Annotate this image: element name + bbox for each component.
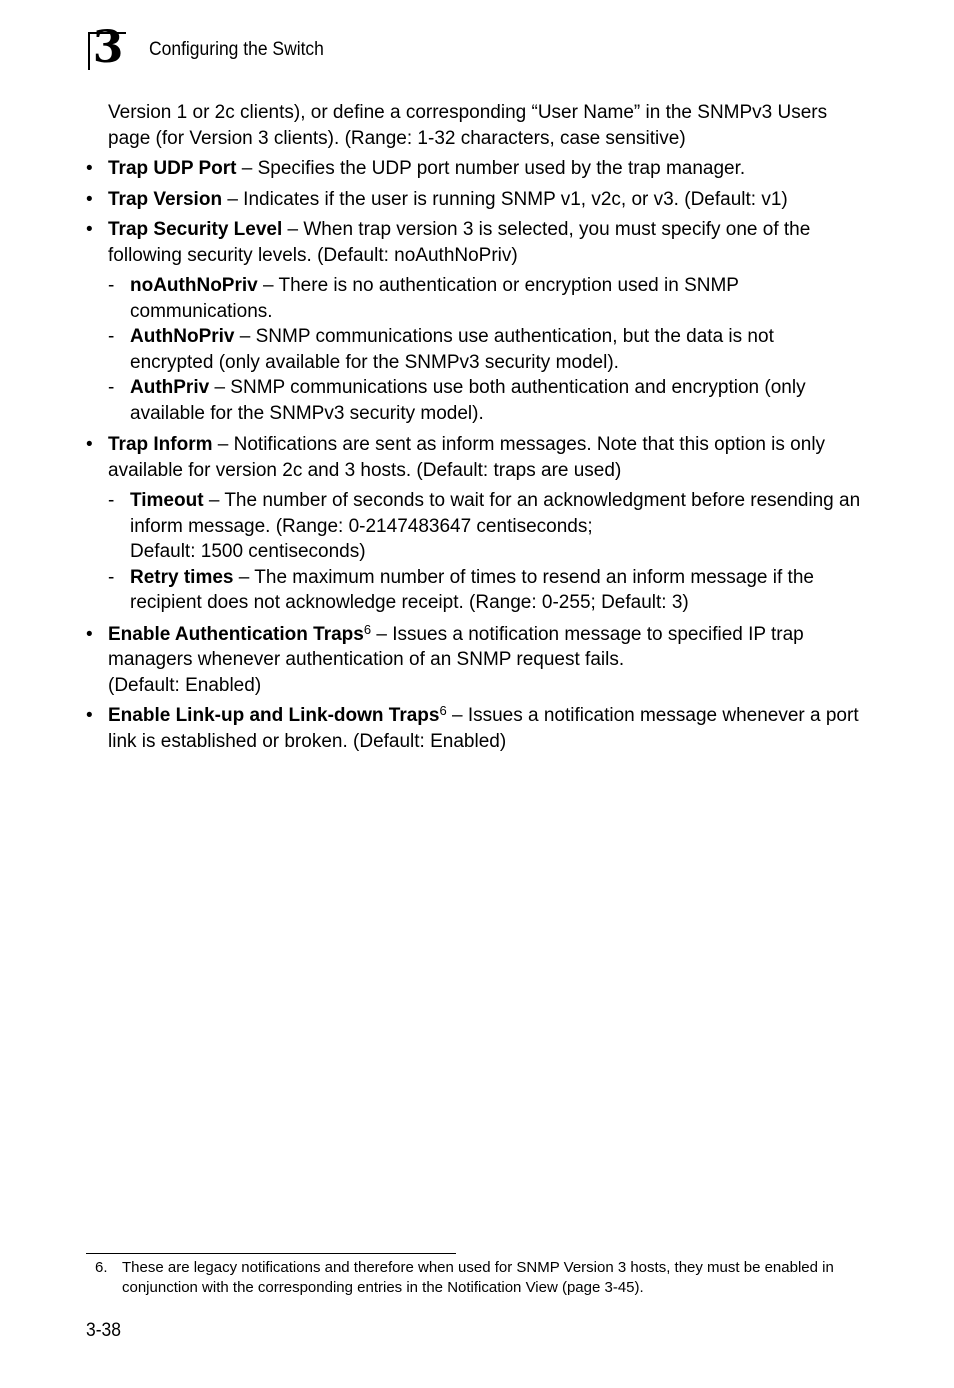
- term: noAuthNoPriv: [130, 275, 258, 296]
- footnote-divider: [86, 1253, 456, 1254]
- dash-marker: -: [108, 377, 115, 398]
- dash-marker: -: [108, 566, 115, 588]
- description: – Specifies the UDP port number used by the trap manager.: [236, 158, 746, 179]
- term: Enable Authentication Traps: [108, 623, 364, 645]
- bullet-marker: •: [86, 434, 93, 455]
- bullet-marker: •: [86, 219, 93, 240]
- description: – Notifications are sent as inform messages. Note that this option is only available for version 2c and 3 hosts. (Default: traps are used): [108, 434, 826, 481]
- description: – SNMP communications use authentication, but the data is not encrypted (only available for the SNMPv3 security model).: [130, 326, 774, 373]
- dash-marker: -: [108, 326, 115, 347]
- term: AuthNoPriv: [130, 326, 235, 347]
- footnote: [95, 1258, 855, 1297]
- sub-item-authnopriv: [108, 324, 861, 375]
- continuation-paragraph: Version 1 or 2c clients), or define a corresponding “User Name” in the SNMPv3 Users page (for Version 3 clients). (Range: 1-32 characters, case sensitive): [108, 102, 828, 149]
- bullet-marker: •: [86, 158, 93, 179]
- description: – Issues a notification message to specified IP trap managers whenever authentication of an SNMP request fails.: [108, 623, 804, 670]
- sub-item-noauthnopriv: [108, 273, 861, 324]
- bullet-trap-version: [86, 187, 861, 213]
- bullet-trap-udp-port: [86, 156, 861, 182]
- description: – Issues a notification message whenever a port link is established or broken. (Default: Enabled): [108, 705, 859, 752]
- bullet-marker: •: [86, 188, 93, 210]
- footnote-number: 6.: [95, 1259, 108, 1276]
- description: – SNMP communications use both authentication and encryption (only available for the SNMPv3 security model).: [130, 377, 806, 424]
- bullet-enable-authentication-traps: [86, 622, 861, 699]
- term: Trap UDP Port: [108, 158, 237, 179]
- term: AuthPriv: [130, 377, 210, 398]
- description: – When trap version 3 is selected, you must specify one of the following security levels. (Default: noAuthNoPriv): [108, 219, 811, 266]
- bullet-trap-inform: [86, 432, 861, 616]
- description: – The maximum number of times to resend an inform message if the recipient does not acknowledge receipt. (Range: 0-255; Default: 3): [130, 566, 814, 613]
- page-number: 3-38: [86, 1320, 121, 1341]
- description-continued: (Default: Enabled): [108, 674, 262, 696]
- bullet-marker: •: [86, 623, 93, 645]
- dash-marker: -: [108, 275, 115, 296]
- footnote-text: These are legacy notifications and therefore when used for SNMP Version 3 hosts, they must be enabled in conjunction with the corresponding entries in the Notification View (page 3-45).: [122, 1259, 834, 1296]
- description: – There is no authentication or encryption used in SNMP communications.: [130, 275, 739, 322]
- bullet-marker: •: [86, 705, 93, 726]
- dash-marker: -: [108, 490, 115, 511]
- page-body: [86, 100, 861, 759]
- term: Trap Security Level: [108, 219, 283, 240]
- description-continued: Default: 1500 centiseconds): [130, 541, 366, 562]
- running-header-title: Configuring the Switch: [149, 39, 324, 60]
- bullet-trap-security-level: [86, 217, 861, 426]
- footnote-ref: 6: [439, 703, 447, 718]
- sub-item-authpriv: [108, 375, 861, 426]
- bullet-enable-link-traps: [86, 703, 861, 754]
- chapter-number: 3: [92, 22, 124, 73]
- term: Enable Link-up and Link-down Traps: [108, 705, 440, 726]
- footnote-ref: 6: [363, 621, 372, 637]
- description: – Indicates if the user is running SNMP v1, v2c, or v3. (Default: v1): [222, 188, 788, 210]
- term: Trap Version: [108, 188, 223, 210]
- description: – The number of seconds to wait for an acknowledgment before resending an inform message. (Range: 0-2147483647 centiseconds;: [130, 490, 861, 537]
- sub-list: [108, 488, 861, 616]
- sub-item-timeout: [108, 488, 861, 565]
- sub-item-retry-times: [108, 565, 861, 616]
- sub-list: [108, 273, 861, 426]
- term: Retry times: [130, 566, 234, 588]
- term: Timeout: [130, 490, 204, 511]
- term: Trap Inform: [108, 434, 213, 455]
